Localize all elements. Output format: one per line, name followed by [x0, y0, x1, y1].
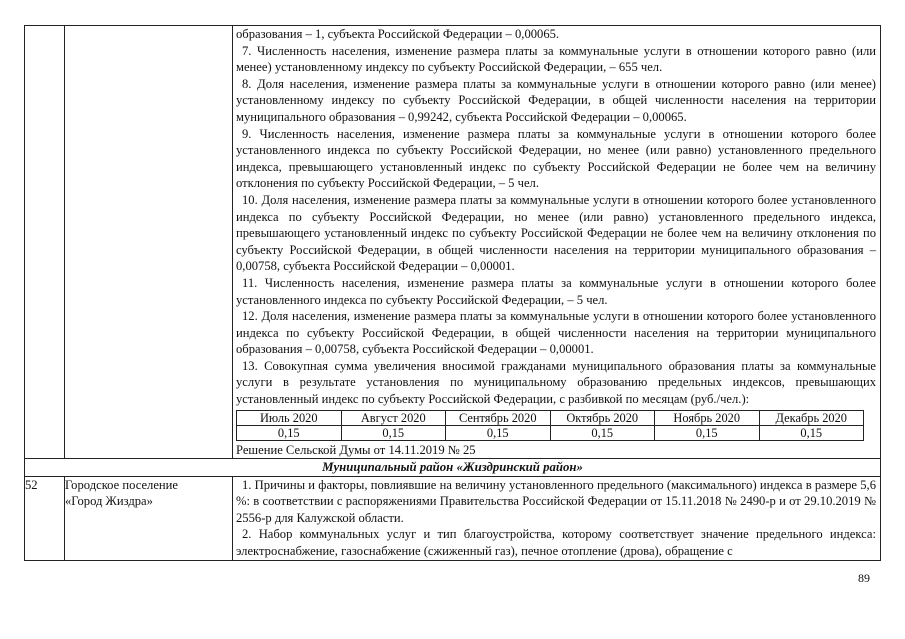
values-row — [237, 425, 864, 440]
settlement-name-line: Городское поселение — [65, 477, 178, 492]
page-number: 89 — [858, 571, 870, 585]
month-header: Ноябрь 2020 — [655, 410, 760, 425]
month-header: Сентябрь 2020 — [446, 410, 551, 425]
row-number: 52 — [25, 476, 65, 560]
paragraph: 8. Доля населения, изменение размера платы за коммунальные услуги в отношении которого равно (или менее) установленному индексу по субъекту Российской Федерации, в общей численности населения на территории муниципального образования – 0,99242, субъекта Российской Федерации – 0,00065. — [236, 76, 876, 124]
month-header: Август 2020 — [341, 410, 446, 425]
name-cell — [65, 26, 233, 459]
monthly-amount-table — [236, 410, 864, 441]
paragraph: 2. Набор коммунальных услуг и тип благоустройства, которому соответствует значение предельного индекса: электроснабжение, газоснабжение (сжиженный газ), печное отопление (дрова), обращение с — [236, 527, 876, 559]
number-cell — [25, 26, 65, 459]
details-text — [233, 26, 880, 408]
settlement-name — [65, 476, 233, 560]
month-value: 0,15 — [759, 425, 864, 440]
paragraph: образования – 1, субъекта Российской Федерации – 0,00065. — [236, 27, 560, 41]
details-cell — [233, 26, 881, 459]
details-text — [233, 477, 880, 560]
section-header-row — [25, 458, 881, 476]
paragraph: 9. Численность населения, изменение размера платы за коммунальные услуги в отношении которого более установленного индекса по субъекту Российской Федерации, но менее (или равно) установленного предельного индекса, превышающего установленный индекс по субъекту Российской Федерации не более чем на величину отклонения по субъекту Российской Федерации, – 5 чел. — [236, 126, 876, 191]
month-value: 0,15 — [237, 425, 342, 440]
paragraph: 1. Причины и факторы, повлиявшие на величину установленного предельного (максимального) индекса в размере 5,6 %: в соответствии с распоряжениями Правительства Российской Федерации от 15.11.2018 № 2490-р и от 29.10.2019 № 2556-р для Калужской области. — [236, 477, 876, 525]
month-value: 0,15 — [341, 425, 446, 440]
month-header: Июль 2020 — [237, 410, 342, 425]
section-title: Муниципальный район «Жиздринский район» — [25, 458, 881, 476]
settlement-name-line: «Город Жиздра» — [65, 494, 153, 509]
month-value: 0,15 — [550, 425, 655, 440]
details-cell — [233, 476, 881, 560]
month-value: 0,15 — [655, 425, 760, 440]
table-row — [25, 476, 881, 560]
month-header: Октябрь 2020 — [550, 410, 655, 425]
month-header: Декабрь 2020 — [759, 410, 864, 425]
month-value: 0,15 — [446, 425, 551, 440]
document-page — [24, 25, 880, 561]
paragraph: 10. Доля населения, изменение размера платы за коммунальные услуги в отношении которого более установленного индекса по субъекту Российской Федерации, но менее (или равно) установленного предельного индекса, превышающего установленный индекс по субъекту Российской Федерации не более чем на величину отклонения по субъекту Российской Федерации, в общей численности населения на территории муниципального образования – 0,00758, субъекта Российской Федерации – 0,00001. — [236, 192, 876, 274]
decision-reference: Решение Сельской Думы от 14.11.2019 № 25 — [236, 442, 476, 457]
paragraph: 11. Численность населения, изменение размера платы за коммунальные услуги в отношении которого более установленного индекса по субъекту Российской Федерации, – 5 чел. — [236, 275, 876, 307]
municipal-index-table — [24, 25, 881, 561]
paragraph: 7. Численность населения, изменение размера платы за коммунальные услуги в отношении которого равно (или менее) установленному индексу по субъекту Российской Федерации, – 655 чел. — [236, 43, 876, 75]
months-header-row — [237, 410, 864, 425]
table-row — [25, 26, 881, 459]
paragraph: 12. Доля населения, изменение размера платы за коммунальные услуги в отношении которого более установленного индекса по субъекту Российской Федерации, в общей численности населения на территории муниципального образования – 0,00758, субъекта Российской Федерации – 0,00001. — [236, 309, 876, 357]
paragraph: 13. Совокупная сумма увеличения вносимой гражданами муниципального образования платы за коммунальные услуги в результате установления по муниципальному образованию предельных индексов, превышающих установленный индекс по субъекту Российской Федерации, с разбивкой по месяцам (руб./чел.): — [236, 358, 876, 407]
